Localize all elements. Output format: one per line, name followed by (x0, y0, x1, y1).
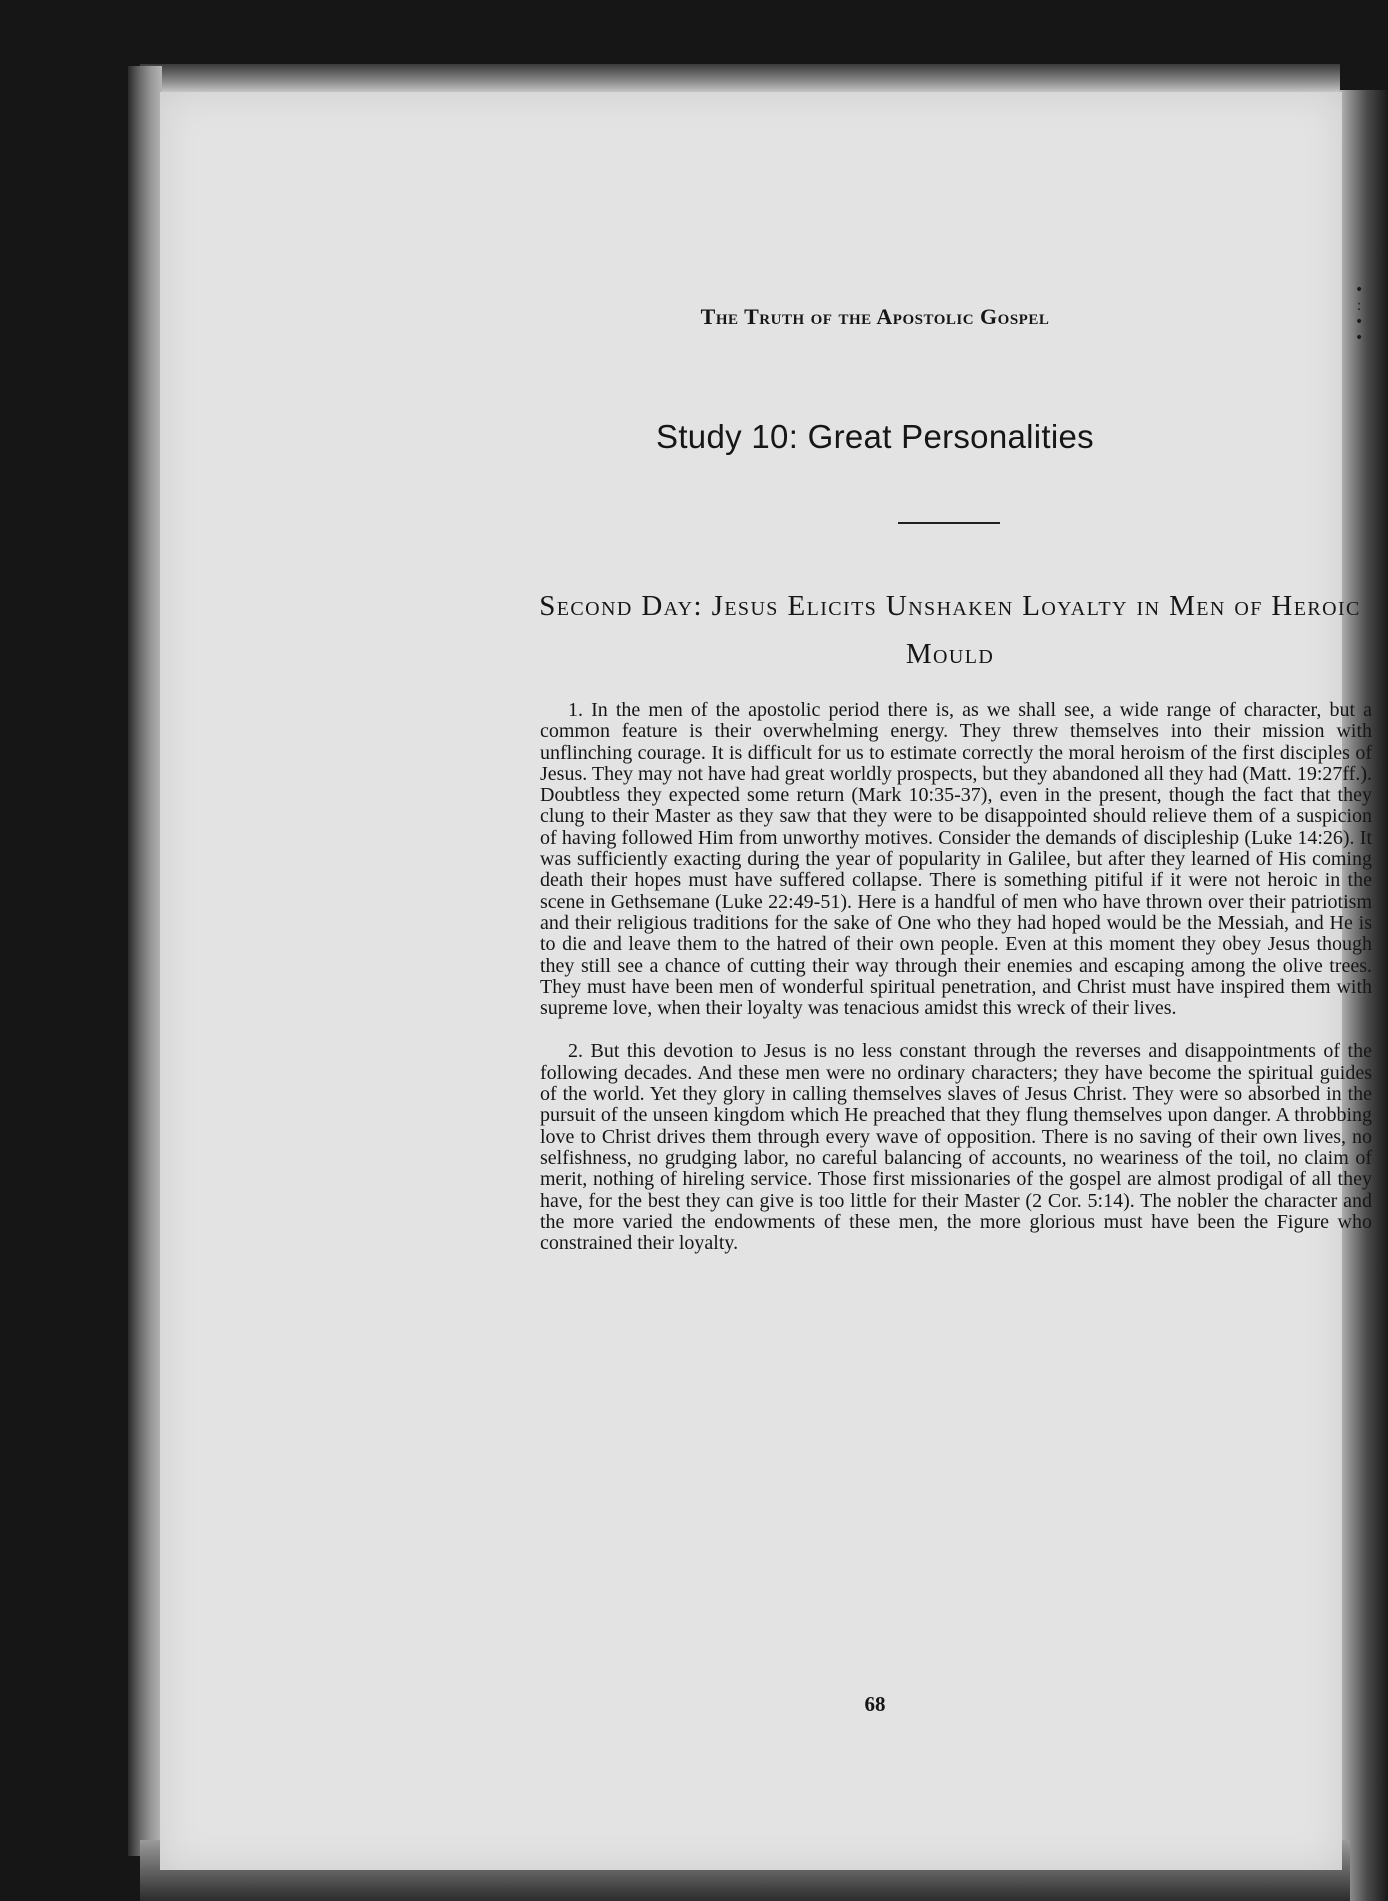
body-text (540, 700, 1372, 1254)
book-gutter-shadow (128, 66, 162, 1856)
margin-marks: • : • • (1355, 282, 1364, 346)
title-rule (898, 522, 1000, 524)
paragraph-1: 1. In the men of the apostolic period there is, as we shall see, a wide range of character, but a common feature is their overwhelming energy. They threw themselves into their mission with unflinching courage. It is difficult for us to estimate correctly the moral heroism of the first disciples of Jesus. They may not have had great worldly prospects, but they abandoned all they had (Matt. 19:27ff.). Doubtless they expected some return (Mark 10:35-37), even in the present, though the fact that they clung to their Master as they saw that they were to be disappointed should relieve them of a suspicion of having followed Him from unworthy motives. Consider the demands of discipleship (Luke 14:26). It was sufficiently exacting during the year of popularity in Galilee, but after they learned of His coming death their hopes must have suffered collapse. There is something pitiful if it were not heroic in the scene in Gethsemane (Luke 22:49-51). Here is a handful of men who have thrown over their patriotism and their religious traditions for the sake of One who they had hoped would be the Messiah, and He is to die and leave them to the hatred of their own people. Even at this moment they obey Jesus though they still see a chance of cutting their way through their enemies and escaping among the olive trees. They must have been men of wonderful spiritual penetration, and Christ must have inspired them with supreme love, when their loyalty was tenacious amidst this wreck of their lives. (540, 699, 1372, 1020)
book-page (160, 92, 1372, 1870)
paragraph-2: 2. But this devotion to Jesus is no less constant through the reverses and disappointments of the following decades. And these men were no ordinary characters; they have become the spiritual guides of the world. Yet they glory in calling themselves slaves of Jesus Christ. They were so absorbed in the pursuit of the unseen kingdom which He preached that they flung themselves upon danger. A throbbing love to Christ drives them through every wave of opposition. There is no saving of their own lives, no selfishness, no grudging labor, no careful balancing of accounts, no weariness of the toil, no claim of merit, nothing of hireling service. Those first missionaries of the gospel are almost prodigal of all they have, for the best they can give is too little for their Master (2 Cor. 5:14). The nobler the character and the more varied the endowments of these men, the more glorious must have been the Figure who constrained their loyalty. (540, 1040, 1372, 1255)
page-number: 68 (864, 1692, 886, 1716)
running-head: The Truth of the Apostolic Gospel (700, 304, 1050, 329)
page-top-edge-shadow (140, 64, 1340, 94)
study-title: Study 10: Great Personalities (656, 418, 1094, 455)
day-heading: Second Day: Jesus Elicits Unshaken Loyalty in Men of Heroic Mould (539, 590, 1361, 670)
